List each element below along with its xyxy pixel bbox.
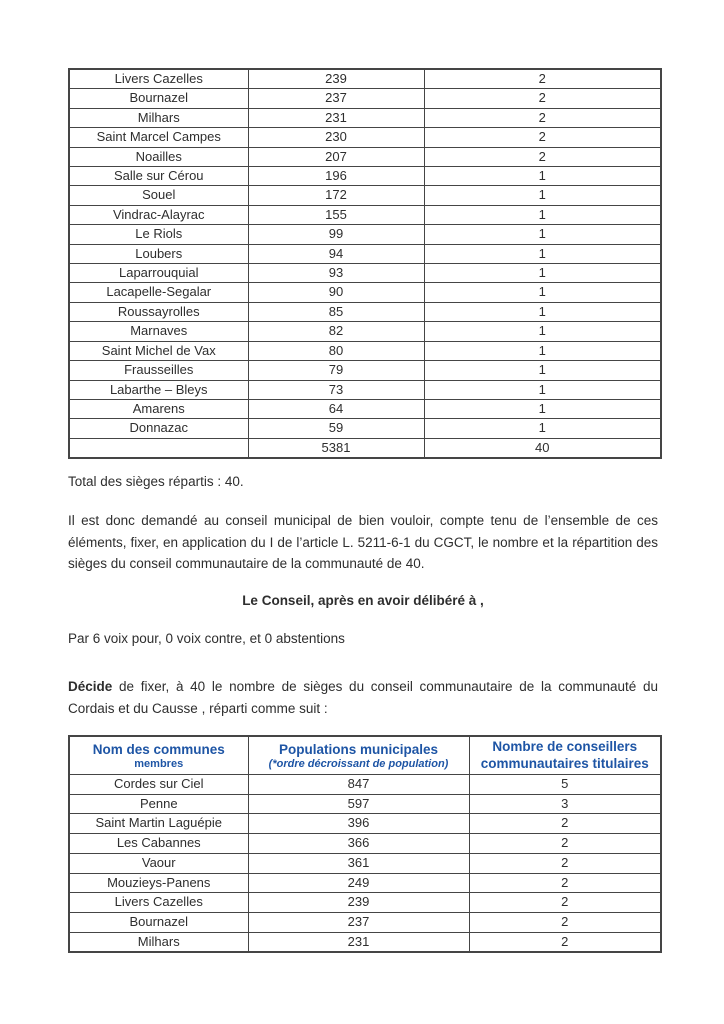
seats-cell: 3 — [469, 794, 661, 814]
commune-name-cell: Le Riols — [69, 225, 248, 244]
table-row — [69, 932, 661, 952]
header-communes-title: Nom des communes — [92, 741, 225, 757]
commune-name-cell: Loubers — [69, 244, 248, 263]
population-cell: 90 — [248, 283, 424, 302]
seats-cell: 1 — [424, 205, 661, 224]
seats-cell: 1 — [424, 322, 661, 341]
commune-name-cell: Saint Michel de Vax — [69, 341, 248, 360]
population-cell: 231 — [248, 108, 424, 127]
seats-cell: 1 — [424, 302, 661, 321]
seats-cell: 1 — [424, 283, 661, 302]
table-row — [69, 912, 661, 932]
commune-name-cell: Bournazel — [69, 912, 248, 932]
seats-cell: 1 — [424, 399, 661, 418]
commune-name-cell: Penne — [69, 794, 248, 814]
population-cell: 5381 — [248, 438, 424, 458]
commune-name-cell: Laparrouquial — [69, 264, 248, 283]
population-cell: 231 — [248, 932, 469, 952]
table-row — [69, 264, 661, 283]
votes-result-line: Par 6 voix pour, 0 voix contre, et 0 abstentions — [68, 631, 345, 646]
commune-name-cell: Salle sur Cérou — [69, 167, 248, 186]
commune-name-cell: Roussayrolles — [69, 302, 248, 321]
population-cell: 196 — [248, 167, 424, 186]
seats-cell: 1 — [424, 225, 661, 244]
seats-cell: 1 — [424, 264, 661, 283]
table-row — [69, 438, 661, 458]
seats-cell: 2 — [469, 932, 661, 952]
table-row — [69, 205, 661, 224]
population-cell: 847 — [248, 775, 469, 795]
population-cell: 361 — [248, 853, 469, 873]
table-row — [69, 89, 661, 108]
population-cell: 207 — [248, 147, 424, 166]
table-row — [69, 128, 661, 147]
council-deliberation-heading: Le Conseil, après en avoir délibéré à , — [242, 593, 484, 608]
table-row — [69, 834, 661, 854]
commune-name-cell: Les Cabannes — [69, 834, 248, 854]
table-row — [69, 794, 661, 814]
decided-allocation-table — [68, 735, 662, 953]
table-row — [69, 341, 661, 360]
population-cell: 366 — [248, 834, 469, 854]
commune-name-cell: Cordes sur Ciel — [69, 775, 248, 795]
commune-name-cell: Donnazac — [69, 419, 248, 438]
commune-name-cell: Livers Cazelles — [69, 69, 248, 89]
table-row — [69, 186, 661, 205]
header-communes-subtitle: membres — [134, 757, 184, 770]
seats-cell: 40 — [424, 438, 661, 458]
table-row — [69, 167, 661, 186]
table-row — [69, 244, 661, 263]
seats-cell: 2 — [469, 853, 661, 873]
commune-name-cell — [69, 438, 248, 458]
population-cell: 172 — [248, 186, 424, 205]
header-communes — [69, 736, 248, 775]
population-cell: 249 — [248, 873, 469, 893]
header-conseillers-title: Nombre de conseillers communautaires titulaires — [480, 739, 649, 771]
decision-paragraph — [68, 676, 658, 719]
seats-cell: 5 — [469, 775, 661, 795]
population-cell: 237 — [248, 912, 469, 932]
population-cell: 85 — [248, 302, 424, 321]
population-cell: 93 — [248, 264, 424, 283]
population-cell: 94 — [248, 244, 424, 263]
decision-keyword: Décide — [68, 679, 113, 694]
population-cell: 79 — [248, 361, 424, 380]
commune-name-cell: Marnaves — [69, 322, 248, 341]
table-row — [69, 283, 661, 302]
commune-name-cell: Milhars — [69, 108, 248, 127]
commune-name-cell: Frausseilles — [69, 361, 248, 380]
table-row — [69, 399, 661, 418]
commune-name-cell: Amarens — [69, 399, 248, 418]
decision-text: de fixer, à 40 le nombre de sièges du conseil communautaire de la communauté du Cordais et du Causse , réparti comme suit : — [68, 679, 658, 716]
seats-cell: 2 — [469, 893, 661, 913]
header-conseillers — [469, 736, 661, 775]
table-row — [69, 108, 661, 127]
seats-cell: 2 — [469, 873, 661, 893]
table-row — [69, 853, 661, 873]
population-cell: 99 — [248, 225, 424, 244]
table-row — [69, 419, 661, 438]
population-cell: 239 — [248, 893, 469, 913]
seats-cell: 1 — [424, 419, 661, 438]
commune-name-cell: Saint Marcel Campes — [69, 128, 248, 147]
commune-name-cell: Vaour — [69, 853, 248, 873]
table-row — [69, 380, 661, 399]
commune-name-cell: Noailles — [69, 147, 248, 166]
table-row — [69, 775, 661, 795]
table-row — [69, 361, 661, 380]
population-cell: 396 — [248, 814, 469, 834]
population-cell: 80 — [248, 341, 424, 360]
seats-cell: 2 — [424, 69, 661, 89]
commune-name-cell: Labarthe – Bleys — [69, 380, 248, 399]
seats-cell: 1 — [424, 380, 661, 399]
header-populations-title: Populations municipales — [278, 741, 439, 757]
seats-cell: 2 — [424, 128, 661, 147]
header-row — [69, 736, 661, 775]
table-row — [69, 873, 661, 893]
request-paragraph: Il est donc demandé au conseil municipal de bien vouloir, compte tenu de l’ensemble de ces éléments, fixer, en application du I de l’article L. 5211-6-1 du CGCT, le nombre et la répartition des sièges du conseil communautaire de la communauté de 40. — [68, 513, 658, 571]
seats-cell: 2 — [424, 108, 661, 127]
seats-cell: 1 — [424, 244, 661, 263]
commune-name-cell: Mouzieys-Panens — [69, 873, 248, 893]
commune-name-cell: Vindrac-Alayrac — [69, 205, 248, 224]
table-row — [69, 69, 661, 89]
population-cell: 59 — [248, 419, 424, 438]
seats-cell: 2 — [469, 834, 661, 854]
population-cell: 73 — [248, 380, 424, 399]
total-seats-line: Total des sièges répartis : 40. — [68, 474, 244, 489]
seats-cell: 1 — [424, 361, 661, 380]
seats-cell: 1 — [424, 186, 661, 205]
population-cell: 239 — [248, 69, 424, 89]
table-row — [69, 814, 661, 834]
commune-name-cell: Saint Martin Laguépie — [69, 814, 248, 834]
header-populations — [248, 736, 469, 775]
commune-name-cell: Bournazel — [69, 89, 248, 108]
seats-cell: 2 — [469, 814, 661, 834]
seats-cell: 2 — [424, 89, 661, 108]
commune-name-cell: Livers Cazelles — [69, 893, 248, 913]
population-cell: 597 — [248, 794, 469, 814]
population-cell: 64 — [248, 399, 424, 418]
header-populations-subtitle: (*ordre décroissant de population) — [268, 757, 449, 770]
table-row — [69, 893, 661, 913]
population-cell: 237 — [248, 89, 424, 108]
seats-allocation-table-continued — [68, 68, 662, 459]
seats-cell: 1 — [424, 167, 661, 186]
table-row — [69, 302, 661, 321]
seats-cell: 1 — [424, 341, 661, 360]
population-cell: 230 — [248, 128, 424, 147]
table-row — [69, 225, 661, 244]
commune-name-cell: Milhars — [69, 932, 248, 952]
table-row — [69, 322, 661, 341]
seats-cell: 2 — [424, 147, 661, 166]
seats-cell: 2 — [469, 912, 661, 932]
commune-name-cell: Lacapelle-Segalar — [69, 283, 248, 302]
commune-name-cell: Souel — [69, 186, 248, 205]
population-cell: 82 — [248, 322, 424, 341]
population-cell: 155 — [248, 205, 424, 224]
table-row — [69, 147, 661, 166]
